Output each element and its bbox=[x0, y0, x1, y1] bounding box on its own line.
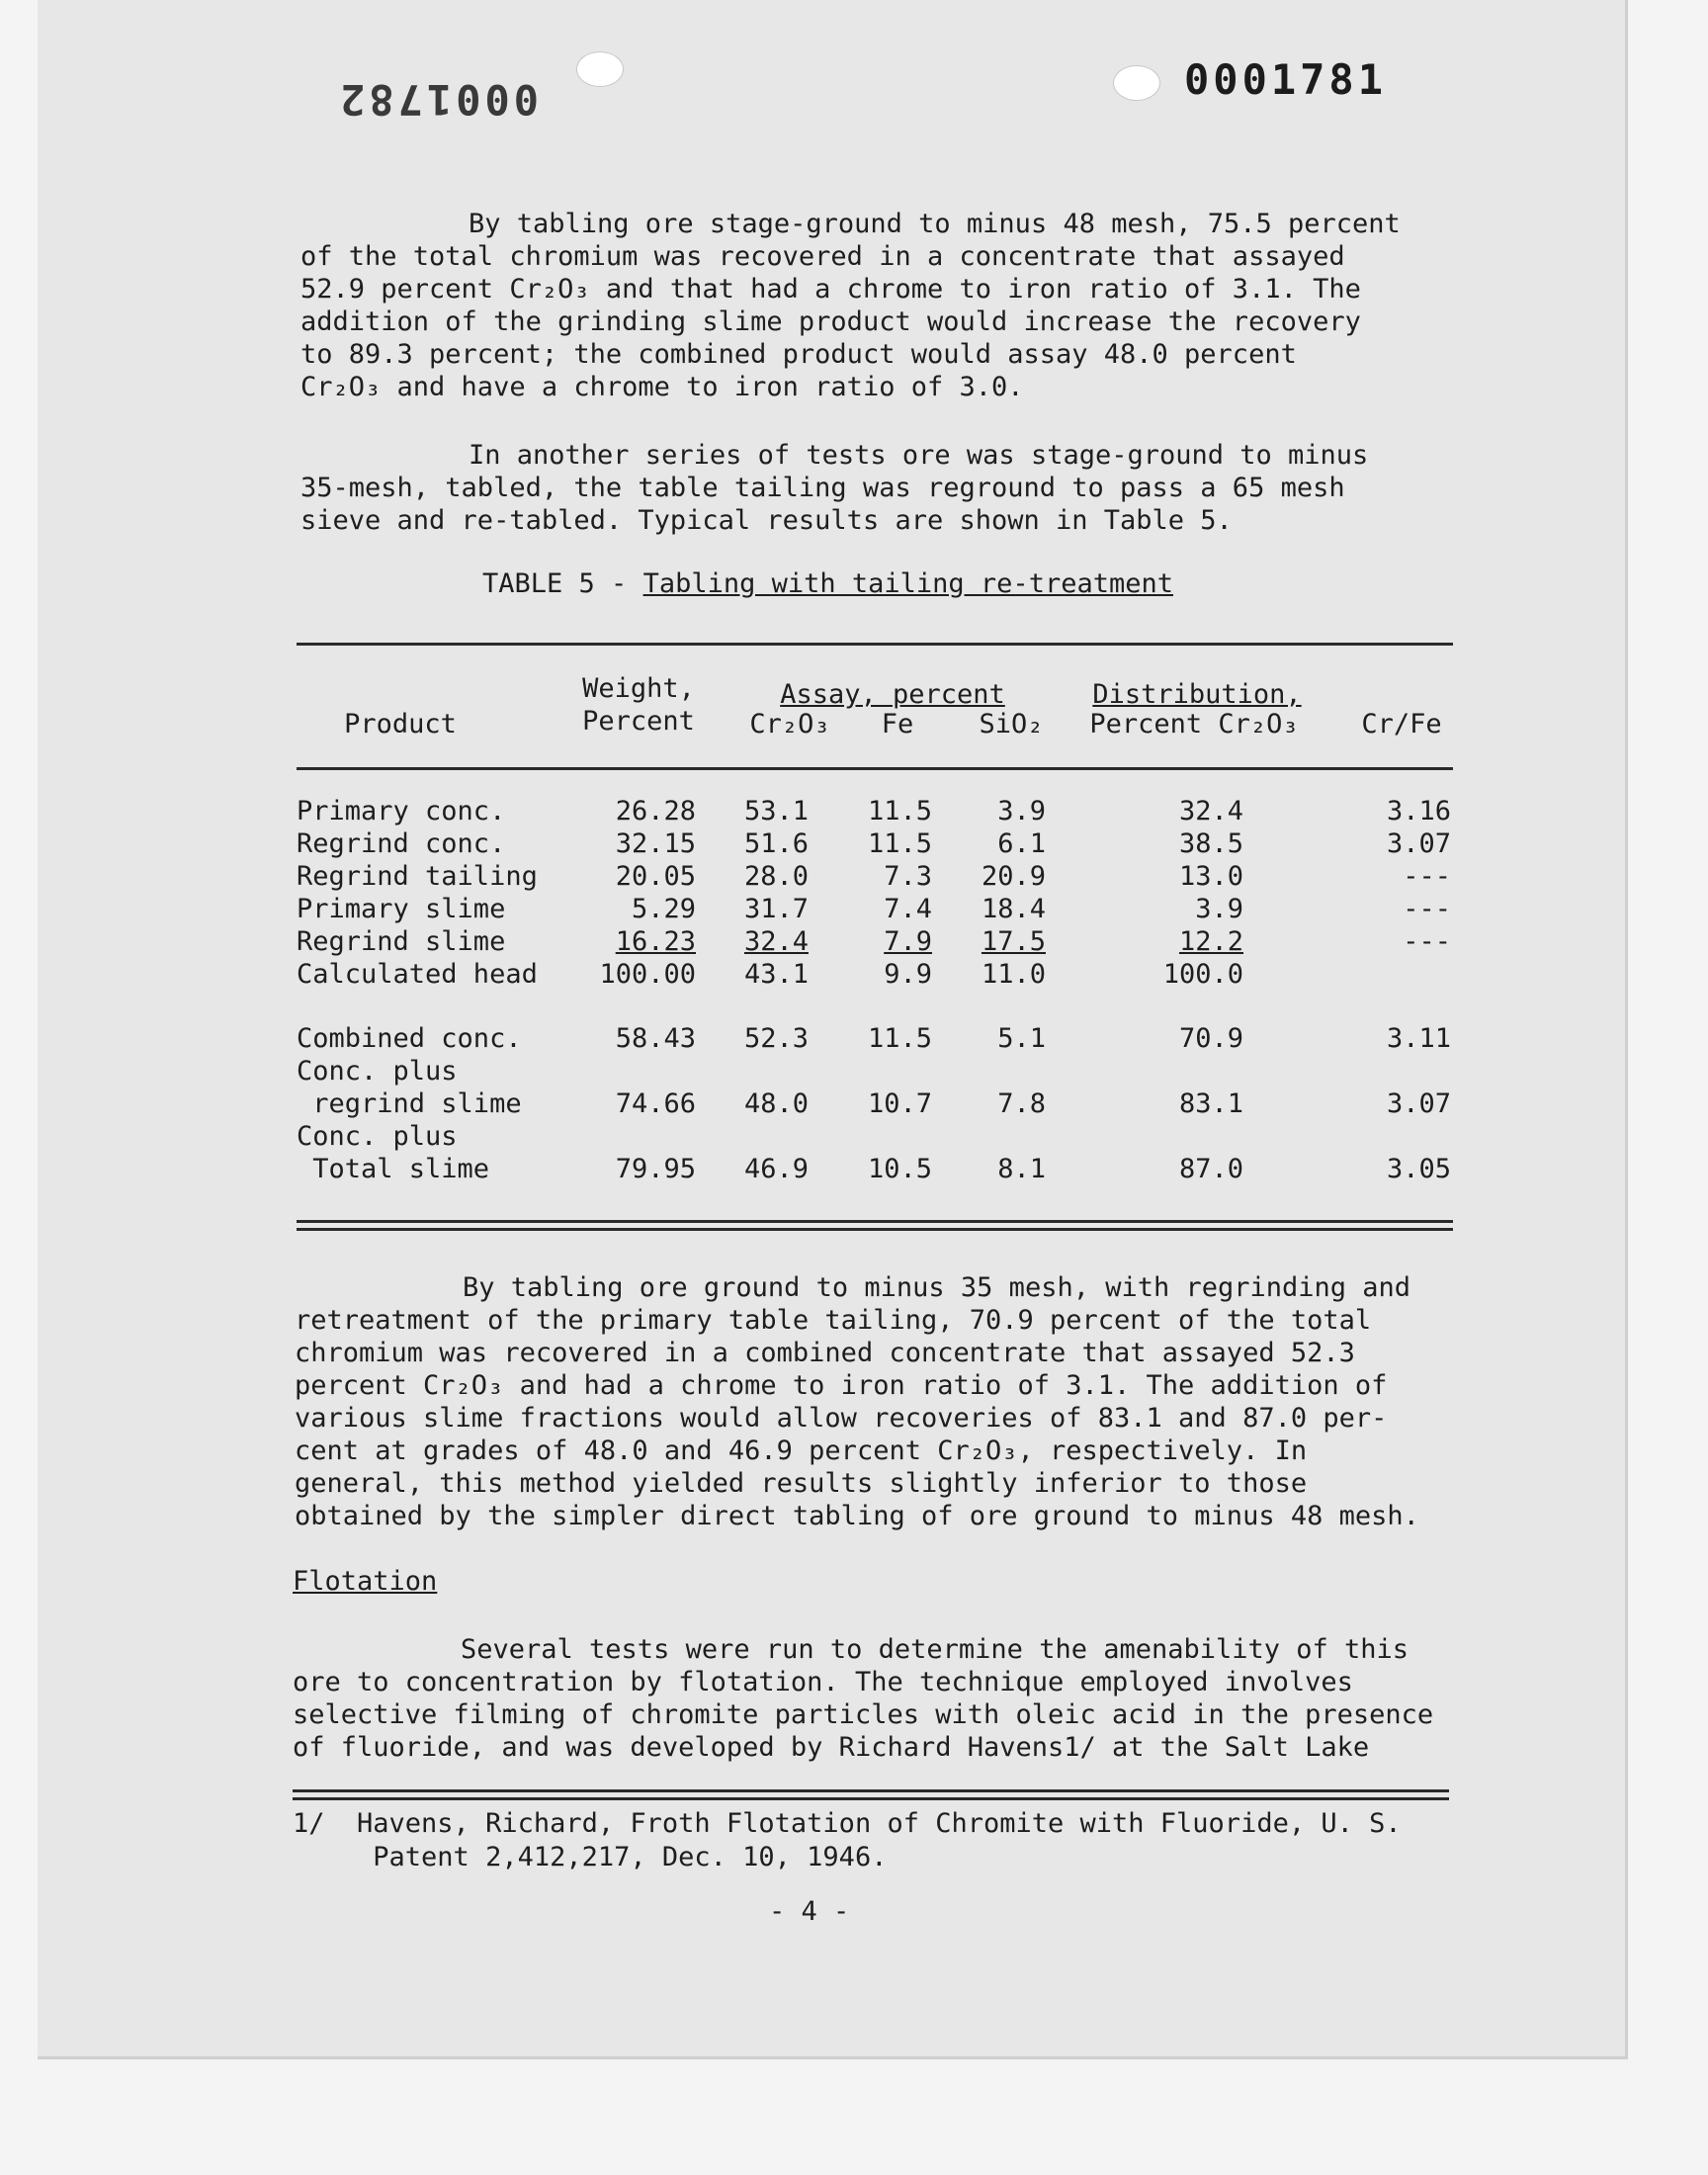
text-line: various slime fractions would allow recoveries of 83.1 and 87.0 per- bbox=[295, 1403, 1388, 1434]
cell-sio2: 8.1 bbox=[997, 1154, 1046, 1184]
footnote-line: Patent 2,412,217, Dec. 10, 1946. bbox=[293, 1842, 888, 1872]
footnote-rule-double bbox=[293, 1797, 1449, 1800]
cell-weight: 32.15 bbox=[615, 828, 696, 859]
header-bottom-rule bbox=[297, 767, 1453, 770]
cell-sio2: 17.5 bbox=[981, 926, 1046, 957]
table-row-label-line bbox=[38, 1120, 1625, 1153]
cell-distribution: 87.0 bbox=[1178, 1154, 1243, 1184]
cell-sio2: 6.1 bbox=[997, 828, 1046, 859]
text-line: obtained by the simpler direct tabling of ore ground to minus 48 mesh. bbox=[295, 1501, 1419, 1531]
text-line: general, this method yielded results slightly inferior to those bbox=[295, 1468, 1308, 1499]
header-distribution-line1: Distribution, bbox=[1092, 679, 1302, 710]
cell-sio2: 7.8 bbox=[997, 1088, 1046, 1119]
cell-crfe: 3.11 bbox=[1386, 1023, 1451, 1054]
header-assay-group: Assay, percent bbox=[780, 679, 1005, 710]
cell-distribution: 12.2 bbox=[1178, 926, 1243, 957]
paragraph-3 bbox=[295, 1271, 1419, 1532]
header-crfe: Cr/Fe bbox=[1361, 709, 1442, 740]
cell-product: Conc. plus bbox=[297, 1056, 458, 1087]
cell-cr2o3: 31.7 bbox=[743, 894, 809, 924]
cell-weight: 20.05 bbox=[615, 861, 696, 892]
table-row bbox=[38, 827, 1625, 860]
table-row bbox=[38, 1022, 1625, 1055]
cell-cr2o3: 43.1 bbox=[743, 959, 809, 990]
cell-weight: 100.00 bbox=[599, 959, 696, 990]
cell-cr2o3: 48.0 bbox=[743, 1088, 809, 1119]
cell-cr2o3: 46.9 bbox=[743, 1154, 809, 1184]
bates-stamp-left: 0001782 bbox=[336, 75, 540, 124]
header-fe: Fe bbox=[881, 709, 914, 740]
text-line: sieve and re-tabled. Typical results are shown in Table 5. bbox=[300, 505, 1233, 536]
cell-crfe: 3.07 bbox=[1386, 828, 1451, 859]
text-line: By tabling ore ground to minus 35 mesh, with regrinding and bbox=[463, 1272, 1411, 1303]
cell-crfe: --- bbox=[1403, 926, 1451, 957]
section-heading-flotation: Flotation bbox=[293, 1566, 438, 1597]
text-line: 52.9 percent Cr₂O₃ and that had a chrome to iron ratio of 3.1. The bbox=[300, 274, 1361, 304]
footnote-rule bbox=[293, 1789, 1449, 1792]
cell-cr2o3: 53.1 bbox=[743, 796, 809, 826]
text-line: cent at grades of 48.0 and 46.9 percent Cr₂O₃, respectively. In bbox=[295, 1436, 1308, 1466]
cell-cr2o3: 51.6 bbox=[743, 828, 809, 859]
cell-fe: 11.5 bbox=[867, 1023, 932, 1054]
header-distribution-line2: Percent Cr₂O₃ bbox=[1089, 709, 1299, 740]
cell-product: Total slime bbox=[297, 1154, 490, 1184]
table-row bbox=[38, 893, 1625, 925]
cell-weight: 5.29 bbox=[631, 894, 696, 924]
cell-fe: 11.5 bbox=[867, 796, 932, 826]
cell-product: Combined conc. bbox=[297, 1023, 522, 1054]
cell-weight: 74.66 bbox=[615, 1088, 696, 1119]
cell-sio2: 5.1 bbox=[997, 1023, 1046, 1054]
text-line: Cr₂O₃ and have a chrome to iron ratio of 3.0. bbox=[300, 372, 1024, 402]
text-line: to 89.3 percent; the combined product would assay 48.0 percent bbox=[300, 339, 1297, 370]
text-line: In another series of tests ore was stage-ground to minus bbox=[469, 440, 1369, 471]
cell-sio2: 11.0 bbox=[981, 959, 1046, 990]
header-weight-line1: Weight, bbox=[582, 673, 695, 704]
page-number: - 4 - bbox=[769, 1896, 850, 1927]
cell-weight: 58.43 bbox=[615, 1023, 696, 1054]
cell-weight: 79.95 bbox=[615, 1154, 696, 1184]
cell-distribution: 70.9 bbox=[1178, 1023, 1243, 1054]
cell-fe: 7.4 bbox=[884, 894, 932, 924]
table-row-label-line bbox=[38, 1055, 1625, 1088]
cell-distribution: 3.9 bbox=[1195, 894, 1243, 924]
cell-crfe: --- bbox=[1403, 894, 1451, 924]
cell-fe: 10.5 bbox=[867, 1154, 932, 1184]
cell-sio2: 3.9 bbox=[997, 796, 1046, 826]
cell-fe: 7.3 bbox=[884, 861, 932, 892]
cell-distribution: 13.0 bbox=[1178, 861, 1243, 892]
cell-distribution: 83.1 bbox=[1178, 1088, 1243, 1119]
text-line: ore to concentration by flotation. The technique employed involves bbox=[293, 1667, 1353, 1697]
table-bottom-rule-double bbox=[297, 1228, 1453, 1231]
cell-product: Regrind slime bbox=[297, 926, 506, 957]
cell-crfe: 3.07 bbox=[1386, 1088, 1451, 1119]
text-line: By tabling ore stage-ground to minus 48 mesh, 75.5 percent bbox=[469, 209, 1401, 239]
header-product: Product bbox=[344, 709, 457, 740]
bates-stamp-right: 0001781 bbox=[1184, 55, 1388, 104]
text-line: chromium was recovered in a combined concentrate that assayed 52.3 bbox=[295, 1338, 1355, 1368]
document-page bbox=[38, 0, 1628, 2059]
cell-product: Conc. plus bbox=[297, 1121, 458, 1152]
cell-fe: 10.7 bbox=[867, 1088, 932, 1119]
cell-weight: 26.28 bbox=[615, 796, 696, 826]
text-line: of the total chromium was recovered in a concentrate that assayed bbox=[300, 241, 1345, 272]
cell-fe: 7.9 bbox=[884, 926, 932, 957]
cell-product: Primary slime bbox=[297, 894, 506, 924]
cell-product: Primary conc. bbox=[297, 796, 506, 826]
cell-fe: 9.9 bbox=[884, 959, 932, 990]
cell-distribution: 38.5 bbox=[1178, 828, 1243, 859]
cell-product: Calculated head bbox=[297, 959, 538, 990]
cell-distribution: 32.4 bbox=[1178, 796, 1243, 826]
cell-product: Regrind conc. bbox=[297, 828, 506, 859]
text-line: retreatment of the primary table tailing, 70.9 percent of the total bbox=[295, 1305, 1372, 1336]
header-sio2: SiO₂ bbox=[979, 709, 1044, 740]
table-caption-prefix: TABLE 5 - bbox=[482, 568, 643, 599]
footnote-line: 1/ Havens, Richard, Froth Flotation of Chromite with Fluoride, U. S. bbox=[293, 1808, 1402, 1839]
cell-crfe: 3.05 bbox=[1386, 1154, 1451, 1184]
cell-product: Regrind tailing bbox=[297, 861, 538, 892]
text-line: selective filming of chromite particles with oleic acid in the presence bbox=[293, 1699, 1434, 1730]
cell-cr2o3: 32.4 bbox=[743, 926, 809, 957]
cell-sio2: 18.4 bbox=[981, 894, 1046, 924]
table-row bbox=[38, 1153, 1625, 1185]
cell-cr2o3: 52.3 bbox=[743, 1023, 809, 1054]
text-line: Several tests were run to determine the amenability of this bbox=[461, 1634, 1409, 1665]
cell-crfe: 3.16 bbox=[1386, 796, 1451, 826]
table-top-rule bbox=[297, 643, 1453, 646]
table-row bbox=[38, 795, 1625, 827]
table-row bbox=[38, 958, 1625, 991]
cell-product: regrind slime bbox=[297, 1088, 522, 1119]
cell-distribution: 100.0 bbox=[1162, 959, 1243, 990]
table-row bbox=[38, 1088, 1625, 1120]
cell-weight: 16.23 bbox=[615, 926, 696, 957]
text-line: 35-mesh, tabled, the table tailing was reground to pass a 65 mesh bbox=[300, 473, 1345, 503]
header-weight-line2: Percent bbox=[582, 706, 695, 737]
cell-cr2o3: 28.0 bbox=[743, 861, 809, 892]
paragraph-4 bbox=[293, 1633, 1433, 1764]
table-bottom-rule bbox=[297, 1220, 1453, 1223]
cell-fe: 11.5 bbox=[867, 828, 932, 859]
table-row bbox=[38, 860, 1625, 893]
cell-crfe: --- bbox=[1403, 861, 1451, 892]
text-line: percent Cr₂O₃ and had a chrome to iron ratio of 3.1. The addition of bbox=[295, 1370, 1388, 1401]
header-cr2o3: Cr₂O₃ bbox=[749, 709, 830, 740]
table-caption-title: Tabling with tailing re-treatment bbox=[642, 568, 1173, 599]
table-row bbox=[38, 925, 1625, 958]
cell-sio2: 20.9 bbox=[981, 861, 1046, 892]
footnote bbox=[293, 1807, 1402, 1874]
text-line: of fluoride, and was developed by Richard Havens1/ at the Salt Lake bbox=[293, 1732, 1370, 1763]
text-line: addition of the grinding slime product would increase the recovery bbox=[300, 306, 1361, 337]
